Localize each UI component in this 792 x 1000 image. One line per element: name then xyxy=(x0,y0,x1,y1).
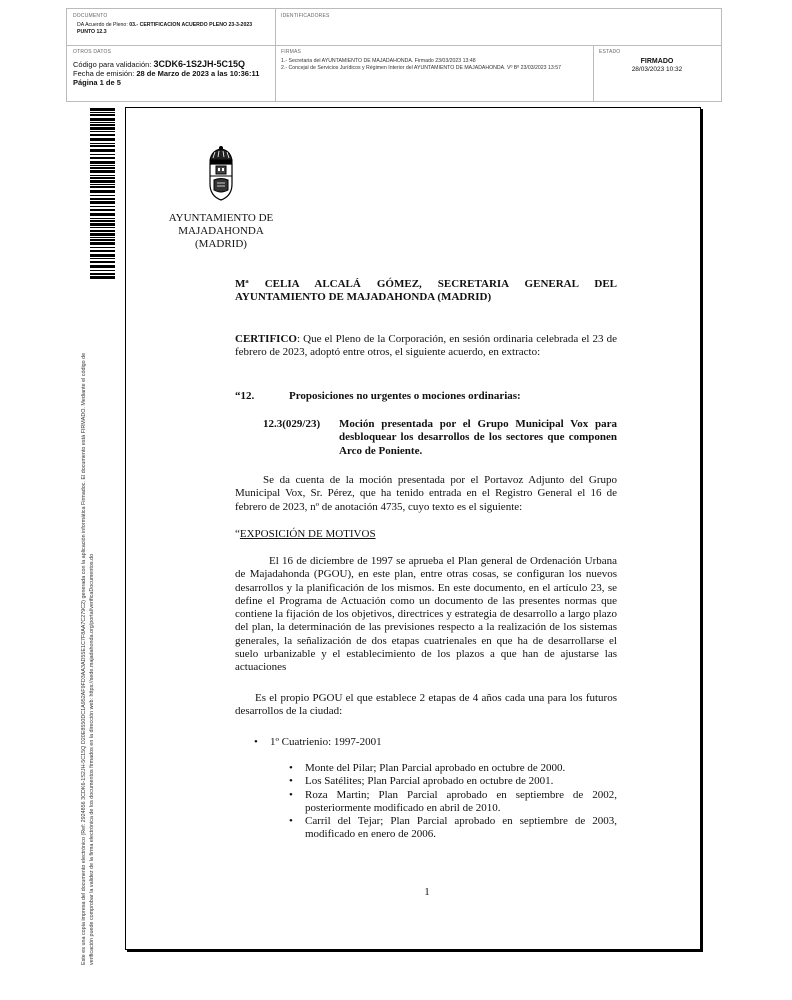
barcode-bar xyxy=(90,254,115,257)
page-info: Página 1 de 5 xyxy=(73,78,121,87)
barcode-bar xyxy=(90,118,115,121)
header-row-bottom xyxy=(67,45,721,101)
list-item xyxy=(289,789,617,816)
barcode-bar xyxy=(90,108,115,111)
barcode-bar xyxy=(90,131,115,132)
motion-number: 12.3(029/23) xyxy=(263,418,321,430)
page-number: 1 xyxy=(424,886,430,898)
barcode-bar xyxy=(90,177,115,179)
barcode-bar xyxy=(90,220,115,222)
barcode-bar xyxy=(90,114,115,116)
barcode-bar xyxy=(90,190,115,193)
barcode-bar xyxy=(90,276,115,279)
list-item-cuatrienio xyxy=(254,736,382,748)
firma-1: 1.- Secretaria del AYUNTAMIENTO DE MAJADAHONDA. Firmado 23/03/2023 13:48 xyxy=(281,58,476,64)
firmas-label: FIRMAS xyxy=(281,49,302,55)
document-label: DOCUMENTO xyxy=(73,13,108,19)
validation-info xyxy=(73,60,259,87)
barcode-bar xyxy=(90,145,115,147)
org-line-1: AYUNTAMIENTO DE xyxy=(168,212,274,224)
document-value-prefix: DA Acuerdo de Pleno: xyxy=(77,22,130,28)
code-label: Código para validación: xyxy=(73,60,154,69)
barcode-bar xyxy=(90,233,115,236)
barcode-bar xyxy=(90,186,115,188)
firma-2: 2.- Concejal de Servicios Jurídicos y Régimen Interior del AYUNTAMIENTO DE MAJADAHONDA. Vº Bº 23/03/2023 13:57 xyxy=(281,65,561,71)
barcode-bar xyxy=(90,157,115,159)
barcode-bar xyxy=(90,184,115,185)
header-row-top xyxy=(67,9,721,46)
barcode-bar xyxy=(90,265,115,268)
barcode-bar xyxy=(90,167,115,169)
organization-name xyxy=(158,212,284,251)
exposition-quote: “ xyxy=(235,528,240,540)
section-title: Proposiciones no urgentes o mociones ordinarias: xyxy=(289,390,521,402)
motion-title: Moción presentada por el Grupo Municipal Vox para desbloquear los desarrollos de los sectores que componen Arco de Poniente. xyxy=(339,418,617,457)
barcode-bar xyxy=(90,258,115,259)
barcode-bar xyxy=(90,230,115,232)
bullet-icon: • xyxy=(254,736,258,748)
header-identifiers-cell xyxy=(275,9,721,45)
barcode-bar xyxy=(90,170,115,173)
header-estado-cell xyxy=(593,45,721,101)
estado-date: 28/03/2023 10:32 xyxy=(631,66,683,73)
org-line-3: (MADRID) xyxy=(195,238,247,250)
bullet-icon: • xyxy=(289,788,293,801)
list-item-text: Roza Martin; Plan Parcial aprobado en septiembre de 2002, posteriormente modificado en abril de 2010. xyxy=(305,788,617,814)
coat-of-arms-icon xyxy=(206,146,236,204)
list-item-text: Los Satélites; Plan Parcial aprobado en octubre de 2001. xyxy=(305,775,554,788)
date-label: Fecha de emisión: xyxy=(73,69,137,78)
list-item xyxy=(289,775,617,788)
document-title: Mª CELIA ALCALÁ GÓMEZ, SECRETARIA GENERAL DEL AYUNTAMIENTO DE MAJADAHONDA (MADRID) xyxy=(235,278,617,304)
barcode-bar xyxy=(90,124,115,126)
otros-label: OTROS DATOS xyxy=(73,49,112,55)
barcode-bar xyxy=(90,195,115,196)
barcode-bar xyxy=(90,134,115,136)
barcode-bar xyxy=(90,206,115,207)
estado-value xyxy=(593,58,721,74)
barcode-bar xyxy=(90,180,115,183)
barcode-bar xyxy=(90,247,115,248)
list-item-text: Carril del Tejar; Plan Parcial aprobado en septiembre de 2003, modificado en enero de 2006. xyxy=(305,815,617,841)
validation-code[interactable]: 3CDK6-1S2JH-5C15Q xyxy=(153,59,246,69)
document-header xyxy=(66,8,722,102)
paragraph-pgou: El 16 de diciembre de 1997 se aprueba el Plan general de Ordenación Urbana de Majadahonda (PGOU), en este plan, entre otras cosas, se configuran los nuevos desarrollos y la planificación de los mismos. En este documento, en el artículo 23, se define el Programa de Actuación como un documento de las presentes normas que contiene la fijación de los objetivos, directrices y estrategia de desarrollo a largo plazo del plan, la determinación de las previsiones respecto a la realización de los sistemas generales, la señalización de dos etapas cuatrienales en que ha de desarrollarse el suelo urbanizable y el establecimiento de los plazos a que han de ajustarse las actuaciones xyxy=(235,555,617,674)
barcode-bar xyxy=(90,237,115,238)
barcode-bar xyxy=(90,227,115,228)
barcode-bar xyxy=(90,161,115,164)
barcode-bar xyxy=(90,122,115,123)
barcode-bar xyxy=(90,138,115,141)
cuatrienio-label: 1º Cuatrienio: 1997-2001 xyxy=(270,736,382,748)
bullet-icon: • xyxy=(289,775,293,788)
org-line-2: MAJADAHONDA xyxy=(178,225,264,237)
document-value-bold: 03.- CERTIFICACION ACUERDO PLENO 23-3-2023 xyxy=(129,22,253,28)
estado-status: FIRMADO xyxy=(640,58,674,65)
barcode-bar xyxy=(90,112,115,113)
side-text-line-2: verificación puede comprobar la validez de la firma electrónica de los documentos firmados en la dirección web: https://sede.majadahonda.org/portal/verificaDocumentos.do xyxy=(89,553,95,965)
document-value-punto: PUNTO 12.3 xyxy=(77,29,107,35)
identifiers-label: IDENTIFICADORES xyxy=(281,13,330,19)
barcode-bar xyxy=(90,270,115,271)
barcode-bar xyxy=(90,242,115,245)
header-firmas-cell xyxy=(275,45,594,101)
estado-label: ESTADO xyxy=(599,49,621,55)
certification-paragraph xyxy=(235,333,617,360)
barcode-bar xyxy=(90,198,115,200)
paragraph-etapas: Es el propio PGOU el que establece 2 etapas de 4 años cada una para los futuros desarrollos de la ciudad: xyxy=(235,692,617,718)
barcode-bar xyxy=(90,127,115,130)
header-document-cell xyxy=(67,9,276,45)
barcode-bar xyxy=(90,261,115,263)
bullet-icon: • xyxy=(289,815,293,828)
barcode-bar xyxy=(90,213,115,216)
barcode-bar xyxy=(90,149,115,152)
section-number: “12. xyxy=(235,390,255,402)
list-item-text: Monte del Pilar; Plan Parcial aprobado en octubre de 2000. xyxy=(305,762,566,774)
side-text-line-1: Este es una copia impresa del documento electrónico (Ref: 2924856 3CDK6-1S2JH-5C15Q D20E8550DC1A952AF9FD3AA3AD55E1C7F8AA7C279C2) generada con la aplicación informática Firmadoc. El documento está FIRMADO. Mediante el código de xyxy=(81,352,87,965)
barcode-bar xyxy=(90,165,115,166)
barcode-bar xyxy=(90,201,115,204)
barcode-bar xyxy=(90,223,115,226)
list-item xyxy=(289,762,617,775)
section-heading xyxy=(235,390,521,402)
header-otros-cell xyxy=(67,45,276,101)
barcode-bar xyxy=(90,154,115,155)
barcode-bar xyxy=(90,239,115,241)
barcode-bar xyxy=(90,250,115,252)
barcode-bar xyxy=(90,209,115,211)
barcode-bar xyxy=(90,175,115,176)
firmas-list xyxy=(281,58,587,72)
exposition-title: EXPOSICIÓN DE MOTIVOS xyxy=(239,528,376,540)
sublist-plans xyxy=(289,762,617,842)
barcode-bar xyxy=(90,143,115,144)
certification-text: : Que el Pleno de la Corporación, en sesión ordinaria celebrada el 23 de febrero de 2023, adoptó entre otros, el siguiente acuerdo, en extracto: xyxy=(235,333,617,359)
list-item xyxy=(289,815,617,842)
barcode-bar xyxy=(90,273,115,275)
issue-date: 28 de Marzo de 2023 a las 10:36:11 xyxy=(136,69,260,78)
document-value xyxy=(77,22,252,36)
exposition-heading xyxy=(235,528,376,540)
certifico-label: CERTIFICO xyxy=(235,333,297,345)
paragraph-intro: Se da cuenta de la moción presentada por el Portavoz Adjunto del Grupo Municipal Vox, Sr. Pérez, que ha tenido entrada en el Registro General el 16 de febrero de 2023, nº de anotación 4735, cuyo texto es el siguiente: xyxy=(235,474,617,513)
barcode-image xyxy=(90,108,115,280)
bullet-icon: • xyxy=(289,762,293,774)
barcode-bar xyxy=(90,218,115,219)
verification-side-text xyxy=(80,353,96,965)
